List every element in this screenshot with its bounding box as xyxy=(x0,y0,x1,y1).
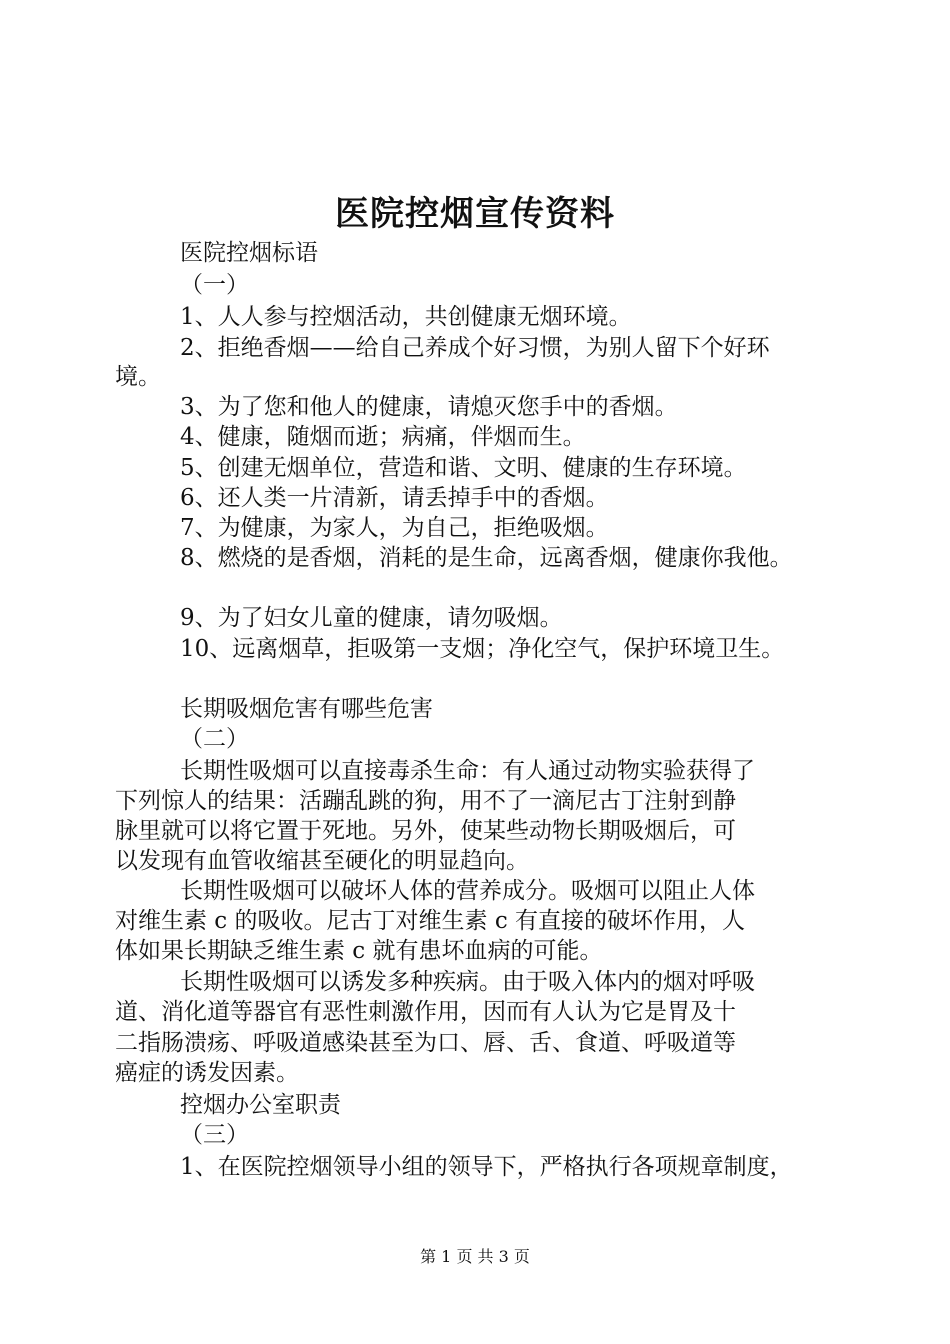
slogan-7: 7、为健康，为家人，为自己，拒绝吸烟。 xyxy=(180,515,609,541)
section2-heading: 长期吸烟危害有哪些危害 xyxy=(180,696,433,722)
paragraph-1-line-3: 脉里就可以将它置于死地。另外，使某些动物长期吸烟后，可 xyxy=(115,818,736,844)
section2-number: （二） xyxy=(180,726,249,752)
paragraph-3-line-1: 长期性吸烟可以诱发多种疾病。由于吸入体内的烟对呼吸 xyxy=(180,969,755,995)
slogan-10: 10、远离烟草，拒吸第一支烟；净化空气，保护环境卫生。 xyxy=(180,636,785,662)
slogan-2: 2、拒绝香烟——给自己养成个好习惯，为别人留下个好环 xyxy=(180,335,770,361)
slogan-9: 9、为了妇女儿童的健康，请勿吸烟。 xyxy=(180,605,563,631)
section1-number: （一） xyxy=(180,272,249,298)
slogan-8: 8、燃烧的是香烟，消耗的是生命，远离香烟，健康你我他。 xyxy=(180,545,793,571)
section3-number: （三） xyxy=(180,1122,249,1148)
paragraph-1-line-2: 下列惊人的结果：活蹦乱跳的狗，用不了一滴尼古丁注射到静 xyxy=(115,788,736,814)
paragraph-2-line-2: 对维生素 c 的吸收。尼古丁对维生素 c 有直接的破坏作用，人 xyxy=(115,908,746,934)
slogan-2-cont: 境。 xyxy=(115,364,161,390)
section3-heading: 控烟办公室职责 xyxy=(180,1092,341,1118)
slogan-1: 1、人人参与控烟活动，共创健康无烟环境。 xyxy=(180,304,632,330)
slogan-4: 4、健康，随烟而逝；病痛，伴烟而生。 xyxy=(180,424,586,450)
page-footer: 第 1 页 共 3 页 xyxy=(420,1247,530,1266)
slogan-6: 6、还人类一片清新，请丢掉手中的香烟。 xyxy=(180,485,609,511)
paragraph-3-line-2: 道、消化道等器官有恶性刺激作用，因而有人认为它是胃及十 xyxy=(115,999,736,1025)
paragraph-3-line-3: 二指肠溃疡、呼吸道感染甚至为口、唇、舌、食道、呼吸道等 xyxy=(115,1030,736,1056)
paragraph-1-line-4: 以发现有血管收缩甚至硬化的明显趋向。 xyxy=(115,848,529,874)
slogan-3: 3、为了您和他人的健康，请熄灭您手中的香烟。 xyxy=(180,394,678,420)
paragraph-2-line-3: 体如果长期缺乏维生素 c 就有患坏血病的可能。 xyxy=(115,938,603,964)
duty-1: 1、在医院控烟领导小组的领导下，严格执行各项规章制度， xyxy=(180,1154,793,1180)
paragraph-3-line-4: 癌症的诱发因素。 xyxy=(115,1060,299,1086)
slogan-5: 5、创建无烟单位，营造和谐、文明、健康的生存环境。 xyxy=(180,455,747,481)
section1-heading: 医院控烟标语 xyxy=(180,240,318,266)
document-title: 医院控烟宣传资料 xyxy=(335,194,615,234)
paragraph-1-line-1: 长期性吸烟可以直接毒杀生命：有人通过动物实验获得了 xyxy=(180,758,755,784)
paragraph-2-line-1: 长期性吸烟可以破坏人体的营养成分。吸烟可以阻止人体 xyxy=(180,878,755,904)
